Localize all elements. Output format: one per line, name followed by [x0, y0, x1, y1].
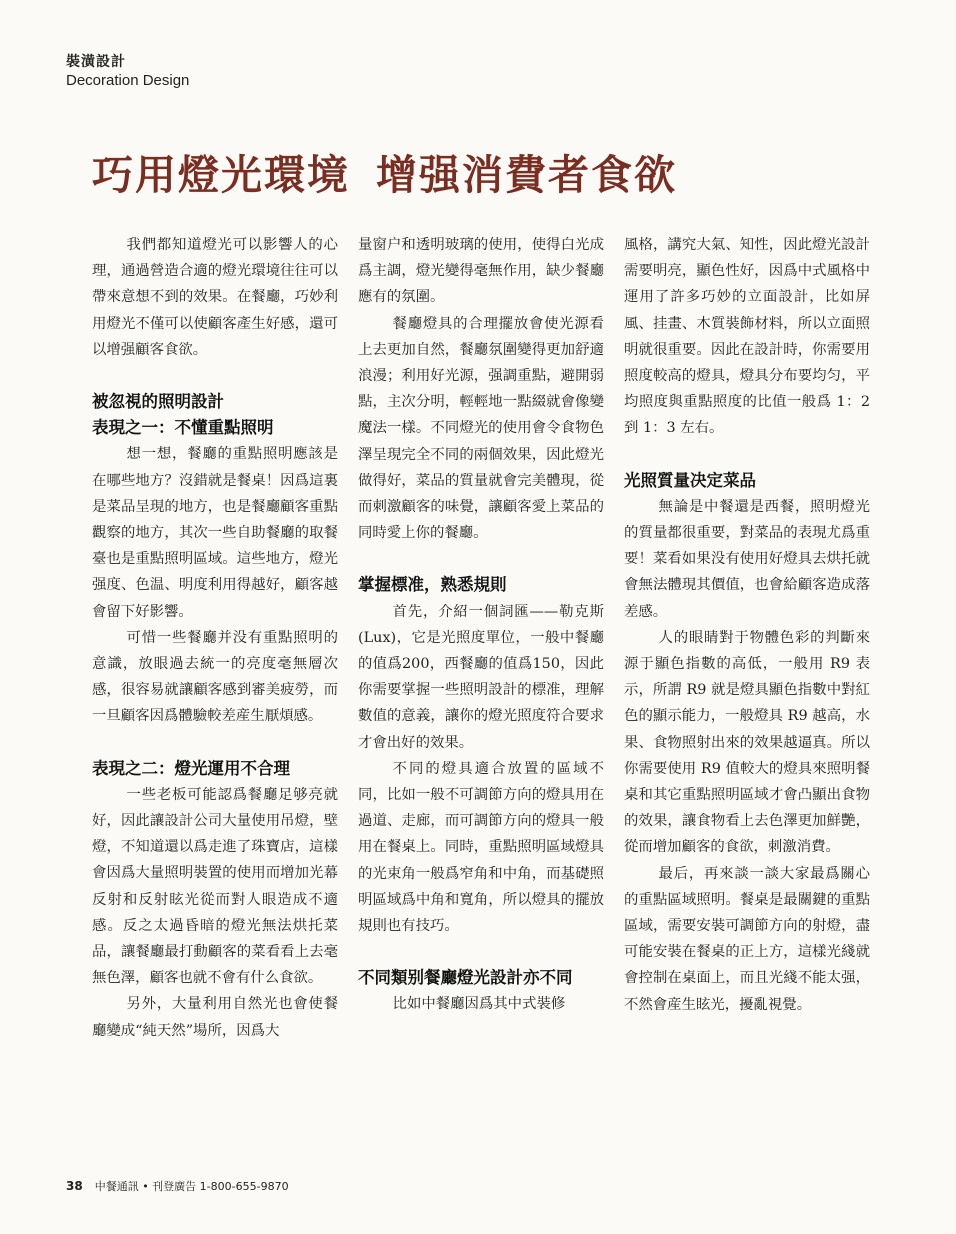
- subheading: 不同類别餐廳燈光設計亦不同: [358, 968, 573, 988]
- page-number: 38: [66, 1179, 83, 1193]
- section-label-english: Decoration Design: [66, 72, 190, 89]
- paragraph: 無論是中餐還是西餐，照明燈光的質量都很重要，對菜品的表現尤爲重要！菜看如果没有使用好燈具去烘托就會無法體現其價值，也會給顧客造成落差感。: [624, 498, 870, 620]
- paragraph: 不同的燈具適合放置的區域不同，比如一般不可調節方向的燈具用在過道、走廊，而可調節方向的燈具一般用在餐桌上。同時，重點照明區域燈具的光束角一般爲窄角和中角，而基礎照明區域爲中角和寬角，所以燈具的擺放規則也有技巧。: [358, 760, 604, 935]
- subheading: 掌握標准，熟悉規則: [358, 575, 507, 595]
- page-footer: [66, 1178, 289, 1194]
- paragraph: 我們都知道燈光可以影響人的心理，通過營造合適的燈光環境往往可以帶來意想不到的效果。在餐廳，巧妙利用燈光不僅可以使顧客產生好感，還可以增强顧客食欲。: [92, 237, 338, 358]
- article-title: [92, 142, 677, 201]
- article-column-1: [92, 232, 338, 1044]
- paragraph: 首先，介紹一個詞匯——勒克斯(Lux)，它是光照度單位，一般中餐廳的值爲200，西餐廳的值爲150，因此你需要掌握一些照明設計的標准，理解數值的意義，讓你的燈光照度符合要求才會出好的效果。: [358, 603, 604, 751]
- article-title-part-2: 增强消費者食欲: [376, 151, 677, 199]
- paragraph: 可惜一些餐廳并没有重點照明的意識，放眼過去統一的亮度毫無層次感，很容易就讓顧客感到審美疲勞，而一旦顧客因爲體驗較差産生厭煩感。: [92, 629, 338, 725]
- paragraph: 人的眼睛對于物體色彩的判斷來源于顯色指數的高低，一般用 R9 表示，所謂 R9 就是燈具顯色指數中對紅色的顯示能力，一般燈具 R9 越高，水果、食物照射出來的效果越逼真。所以你需要使用 R9 值較大的燈具來照明餐桌和其它重點照明區域才會凸顯出食物的效果，讓食物看上去色澤更加鮮艷，從而增加顧客的食欲，刺激消費。: [624, 629, 870, 856]
- subheading: 表現之一：不懂重點照明: [92, 418, 274, 438]
- article-title-part-1: 巧用燈光環境: [92, 151, 350, 199]
- subheading: 光照質量决定菜品: [624, 470, 756, 490]
- article-column-3: [624, 232, 870, 1018]
- subheading: 被忽視的照明設計: [92, 392, 224, 412]
- subheading: 表現之二：燈光運用不合理: [92, 758, 290, 778]
- paragraph: 另外，大量利用自然光也會使餐廳變成“純天然”場所，因爲大: [92, 996, 338, 1039]
- paragraph: 最后，再來談一談大家最爲關心的重點區域照明。餐桌是最關鍵的重點區域，需要安裝可調節方向的射燈，盡可能安裝在餐桌的正上方，這樣光綫就會控制在桌面上，而且光綫不能太强，不然會産生眩光，擾亂視覺。: [624, 865, 870, 1013]
- section-label-chinese: 裝潢設計: [66, 54, 126, 70]
- footer-text: 中餐通訊 • 刊登廣告 1-800-655-9870: [94, 1180, 289, 1193]
- paragraph: 比如中餐廳因爲其中式裝修: [392, 996, 566, 1013]
- paragraph: 量窗户和透明玻璃的使用，使得白光成爲主調，燈光變得毫無作用，缺少餐廳應有的氛圍。: [358, 237, 604, 306]
- article-column-2: [358, 232, 604, 1018]
- paragraph: 風格，講究大氣、知性，因此燈光設計需要明亮，顯色性好，因爲中式風格中運用了許多巧妙的立面設計，比如屏風、挂畫、木質裝飾材料，所以立面照明就很重要。因此在設計時，你需要用照度較高的燈具，燈具分布要均匀，平均照度與重點照度的比值一般爲 1：2 到 1：3 左右。: [624, 237, 870, 437]
- paragraph: 餐廳燈具的合理擺放會使光源看上去更加自然，餐廳氛圍變得更加舒適浪漫；利用好光源，强調重點，避開弱點，主次分明，輕輕地一點綴就會像變魔法一樣。不同燈光的使用會令食物色澤呈現完全不同的兩個效果，因此燈光做得好，菜品的質量就會完美體現，從而刺激顧客的味覺，讓顧客愛上菜品的同時愛上你的餐廳。: [358, 315, 604, 542]
- paragraph: 一些老板可能認爲餐廳足够亮就好，因此讓設計公司大量使用吊燈，壁燈，不知道還以爲走進了珠寶店，這樣會因爲大量照明裝置的使用而增加光幕反射和反射眩光從而對人眼造成不適感。反之太過昏暗的燈光無法烘托菜品，讓餐廳最打動顧客的菜看看上去毫無色澤，顧客也就不會有什么食欲。: [92, 786, 338, 987]
- paragraph: 想一想，餐廳的重點照明應該是在哪些地方？沒錯就是餐桌！因爲這裏是菜品呈現的地方，也是餐廳顧客重點觀察的地方，其次一些自助餐廳的取餐臺也是重點照明區域。這些地方，燈光强度、色温、明度利用得越好，顧客越會留下好影響。: [92, 446, 338, 620]
